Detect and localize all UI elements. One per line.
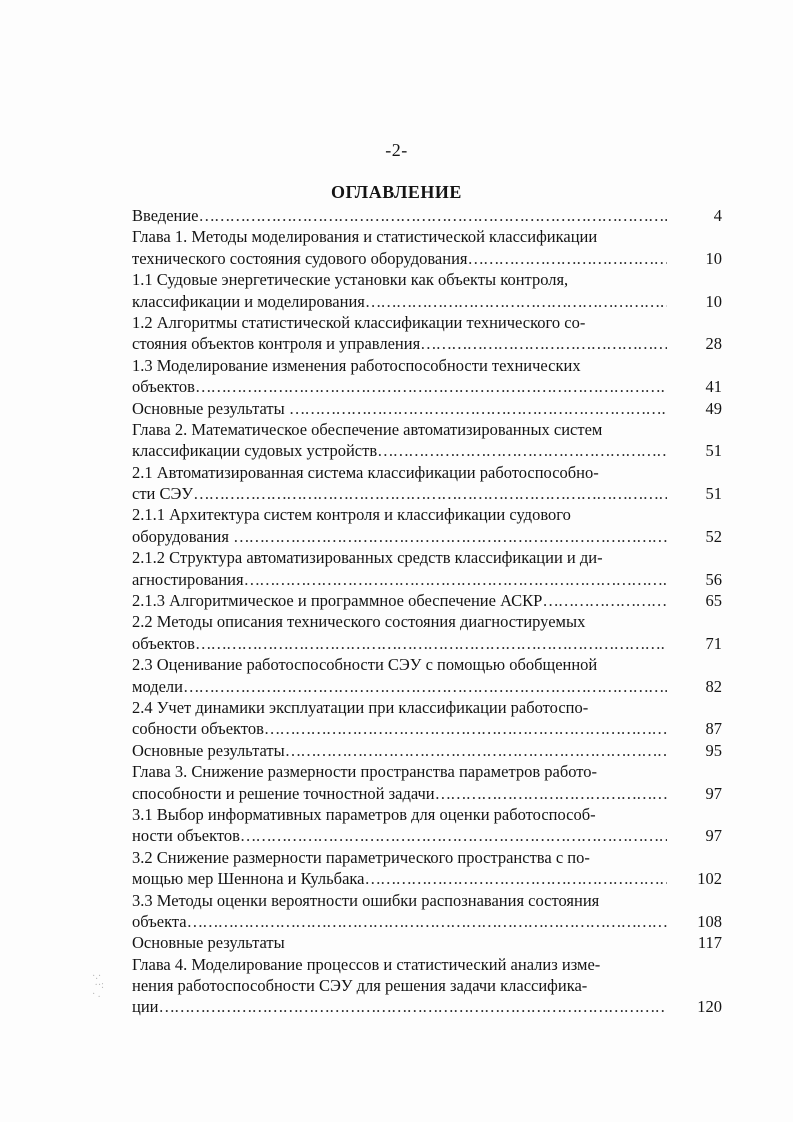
toc-entry-text: Введение ……………………………………………………………………………………………………………………………………………………………………… bbox=[132, 205, 667, 226]
toc-entry-text: мощью мер Шеннона и Кульбака ……………………………………………………………………………………………………………………………………………………………………… bbox=[132, 868, 667, 889]
toc-entry-line bbox=[132, 611, 722, 632]
toc-entry-page: 52 bbox=[705, 526, 722, 546]
toc-entry-line bbox=[132, 932, 722, 953]
table-of-contents bbox=[132, 205, 722, 1018]
toc-entry-page: 97 bbox=[705, 826, 722, 846]
toc-entry-text: 3.1 Выбор информативных параметров для оценки работоспособ- bbox=[132, 804, 596, 824]
toc-entry-text: 2.1.3 Алгоритмическое и программное обеспечение АСКР ……………………………………………………………………………………………………………………………………………………………………… bbox=[132, 590, 667, 611]
toc-entry bbox=[132, 355, 722, 398]
toc-entry bbox=[132, 547, 722, 590]
toc-entry-line bbox=[132, 761, 722, 782]
page-number: -2- bbox=[385, 140, 408, 160]
toc-entry-text: 3.3 Методы оценки вероятности ошибки распознавания состояния bbox=[132, 890, 600, 910]
toc-entry-text: технического состояния судового оборудования ……………………………………………………………………………………………………………………………………………………………………… bbox=[132, 248, 667, 269]
toc-entry-text: Глава 1. Методы моделирования и статистической классификации bbox=[132, 227, 598, 247]
toc-entry-text: Глава 3. Снижение размерности пространства параметров работо- bbox=[132, 762, 598, 782]
toc-entry bbox=[132, 740, 722, 761]
toc-entry bbox=[132, 804, 722, 847]
toc-entry bbox=[132, 226, 722, 269]
toc-entry-text: 2.1 Автоматизированная система классификации работоспособно- bbox=[132, 462, 599, 482]
toc-entry-page: 51 bbox=[705, 441, 722, 461]
toc-entry-page: 65 bbox=[705, 591, 722, 611]
toc-entry-text: 2.1.1 Архитектура систем контроля и классификации судового bbox=[132, 505, 571, 525]
toc-entry-line bbox=[132, 954, 722, 975]
toc-entry-page: 82 bbox=[705, 676, 722, 696]
toc-entry bbox=[132, 419, 722, 462]
toc-entry-text: сти СЭУ ……………………………………………………………………………………………………………………………………………………………………… bbox=[132, 483, 667, 504]
toc-entry-text: 3.2 Снижение размерности параметрического пространства с по- bbox=[132, 847, 590, 867]
toc-entry bbox=[132, 590, 722, 611]
toc-entry-page: 120 bbox=[697, 997, 722, 1017]
toc-entry-line bbox=[132, 526, 722, 547]
toc-entry-text: агностирования ……………………………………………………………………………………………………………………………………………………………………… bbox=[132, 569, 667, 590]
toc-entry bbox=[132, 954, 722, 1018]
toc-entry-line bbox=[132, 547, 722, 568]
toc-entry-text: ности объектов ……………………………………………………………………………………………………………………………………………………………………… bbox=[132, 825, 667, 846]
toc-entry-line bbox=[132, 783, 722, 804]
toc-entry-line bbox=[132, 590, 722, 611]
toc-entry-text: Основные результаты ……………………………………………………………………………………………………………………………………………………………………… bbox=[132, 740, 667, 761]
toc-entry-line bbox=[132, 333, 722, 354]
toc-entry-text: стояния объектов контроля и управления ……………………………………………………………………………………………………………………………………………………………………… bbox=[132, 333, 667, 354]
toc-entry-text: 2.4 Учет динамики эксплуатации при классификации работоспо- bbox=[132, 697, 589, 717]
toc-entry bbox=[132, 398, 722, 419]
toc-entry-text: Глава 4. Моделирование процессов и статистический анализ изме- bbox=[132, 954, 601, 974]
toc-entry bbox=[132, 697, 722, 740]
toc-entry-page: 97 bbox=[705, 783, 722, 803]
toc-entry bbox=[132, 932, 722, 953]
toc-entry-text: 1.3 Моделирование изменения работоспособности технических bbox=[132, 355, 581, 375]
toc-entry-page: 71 bbox=[705, 633, 722, 653]
toc-entry-text: 2.1.2 Структура автоматизированных средств классификации и ди- bbox=[132, 548, 603, 568]
toc-entry-text: объекта ……………………………………………………………………………………………………………………………………………………………………… bbox=[132, 911, 667, 932]
toc-entry-page: 108 bbox=[697, 911, 722, 931]
toc-entry-line bbox=[132, 248, 722, 269]
toc-entry-line bbox=[132, 676, 722, 697]
toc-entry bbox=[132, 205, 722, 226]
toc-entry-line bbox=[132, 462, 722, 483]
toc-entry-text: 1.1 Судовые энергетические установки как объекты контроля, bbox=[132, 270, 569, 290]
toc-entry-line bbox=[132, 890, 722, 911]
toc-entry-text: Основные результаты bbox=[132, 933, 285, 953]
toc-entry-line bbox=[132, 398, 722, 419]
toc-entry-page: 117 bbox=[697, 933, 722, 953]
toc-entry-line bbox=[132, 269, 722, 290]
toc-entry-text: классификации и моделирования ……………………………………………………………………………………………………………………………………………………………………… bbox=[132, 291, 667, 312]
toc-entry bbox=[132, 611, 722, 654]
toc-entry-page: 102 bbox=[697, 869, 722, 889]
toc-entry-text: нения работоспособности СЭУ для решения задачи классифика- bbox=[132, 976, 588, 996]
scan-artifact: ·.· ··: · . bbox=[92, 971, 104, 1000]
toc-entry-page: 51 bbox=[705, 484, 722, 504]
toc-entry-line bbox=[132, 483, 722, 504]
toc-entry-line bbox=[132, 440, 722, 461]
toc-entry-line bbox=[132, 847, 722, 868]
toc-entry-line bbox=[132, 804, 722, 825]
toc-entry-text: классификации судовых устройств ……………………………………………………………………………………………………………………………………………………………………… bbox=[132, 440, 667, 461]
toc-entry-page: 87 bbox=[705, 719, 722, 739]
toc-entry-line bbox=[132, 740, 722, 761]
toc-entry-line bbox=[132, 504, 722, 525]
toc-entry bbox=[132, 269, 722, 312]
toc-entry-text: 1.2 Алгоритмы статистической классификации технического со- bbox=[132, 312, 586, 332]
toc-entry-page: 56 bbox=[705, 569, 722, 589]
toc-entry-line bbox=[132, 355, 722, 376]
toc-entry-text: ции ……………………………………………………………………………………………………………………………………………………………………… bbox=[132, 996, 667, 1017]
toc-entry-line bbox=[132, 419, 722, 440]
toc-entry-line bbox=[132, 226, 722, 247]
toc-entry-text: собности объектов ……………………………………………………………………………………………………………………………………………………………………… bbox=[132, 718, 667, 739]
toc-entry-line bbox=[132, 205, 722, 226]
toc-entry-line bbox=[132, 376, 722, 397]
toc-entry-text: модели ……………………………………………………………………………………………………………………………………………………………………… bbox=[132, 676, 667, 697]
toc-entry bbox=[132, 890, 722, 933]
toc-entry-line bbox=[132, 633, 722, 654]
toc-entry-line bbox=[132, 312, 722, 333]
toc-entry-line bbox=[132, 996, 722, 1017]
toc-entry-line bbox=[132, 825, 722, 846]
toc-entry-page: 95 bbox=[705, 740, 722, 760]
toc-entry-page: 28 bbox=[705, 334, 722, 354]
toc-entry-line bbox=[132, 975, 722, 996]
toc-entry bbox=[132, 312, 722, 355]
toc-entry-text: способности и решение точностной задачи ……………………………………………………………………………………………………………………………………………………………………… bbox=[132, 783, 667, 804]
toc-entry-line bbox=[132, 868, 722, 889]
toc-entry bbox=[132, 761, 722, 804]
toc-entry bbox=[132, 654, 722, 697]
toc-entry-line bbox=[132, 911, 722, 932]
toc-entry-line bbox=[132, 718, 722, 739]
toc-entry-text: Глава 2. Математическое обеспечение автоматизированных систем bbox=[132, 419, 603, 439]
toc-entry bbox=[132, 847, 722, 890]
toc-entry-text: 2.2 Методы описания технического состояния диагностируемых bbox=[132, 612, 586, 632]
toc-entry-line bbox=[132, 569, 722, 590]
toc-entry-page: 41 bbox=[705, 377, 722, 397]
toc-entry-line bbox=[132, 654, 722, 675]
toc-entry-page: 49 bbox=[705, 398, 722, 418]
toc-entry-text: объектов ……………………………………………………………………………………………………………………………………………………………………… bbox=[132, 633, 667, 654]
toc-entry-text: 2.3 Оценивание работоспособности СЭУ с помощью обобщенной bbox=[132, 655, 598, 675]
toc-entry-line bbox=[132, 697, 722, 718]
toc-entry bbox=[132, 462, 722, 505]
toc-entry bbox=[132, 504, 722, 547]
toc-entry-text: Основные результаты ……………………………………………………………………………………………………………………………………………………………………… bbox=[132, 398, 667, 419]
toc-title: ОГЛАВЛЕНИЕ bbox=[331, 182, 462, 202]
toc-entry-page: 4 bbox=[713, 206, 722, 225]
toc-entry-text: объектов ……………………………………………………………………………………………………………………………………………………………………… bbox=[132, 376, 667, 397]
toc-entry-line bbox=[132, 291, 722, 312]
toc-entry-page: 10 bbox=[705, 291, 722, 311]
toc-entry-page: 10 bbox=[705, 248, 722, 268]
toc-entry-text: оборудования ……………………………………………………………………………………………………………………………………………………………………… bbox=[132, 526, 667, 547]
